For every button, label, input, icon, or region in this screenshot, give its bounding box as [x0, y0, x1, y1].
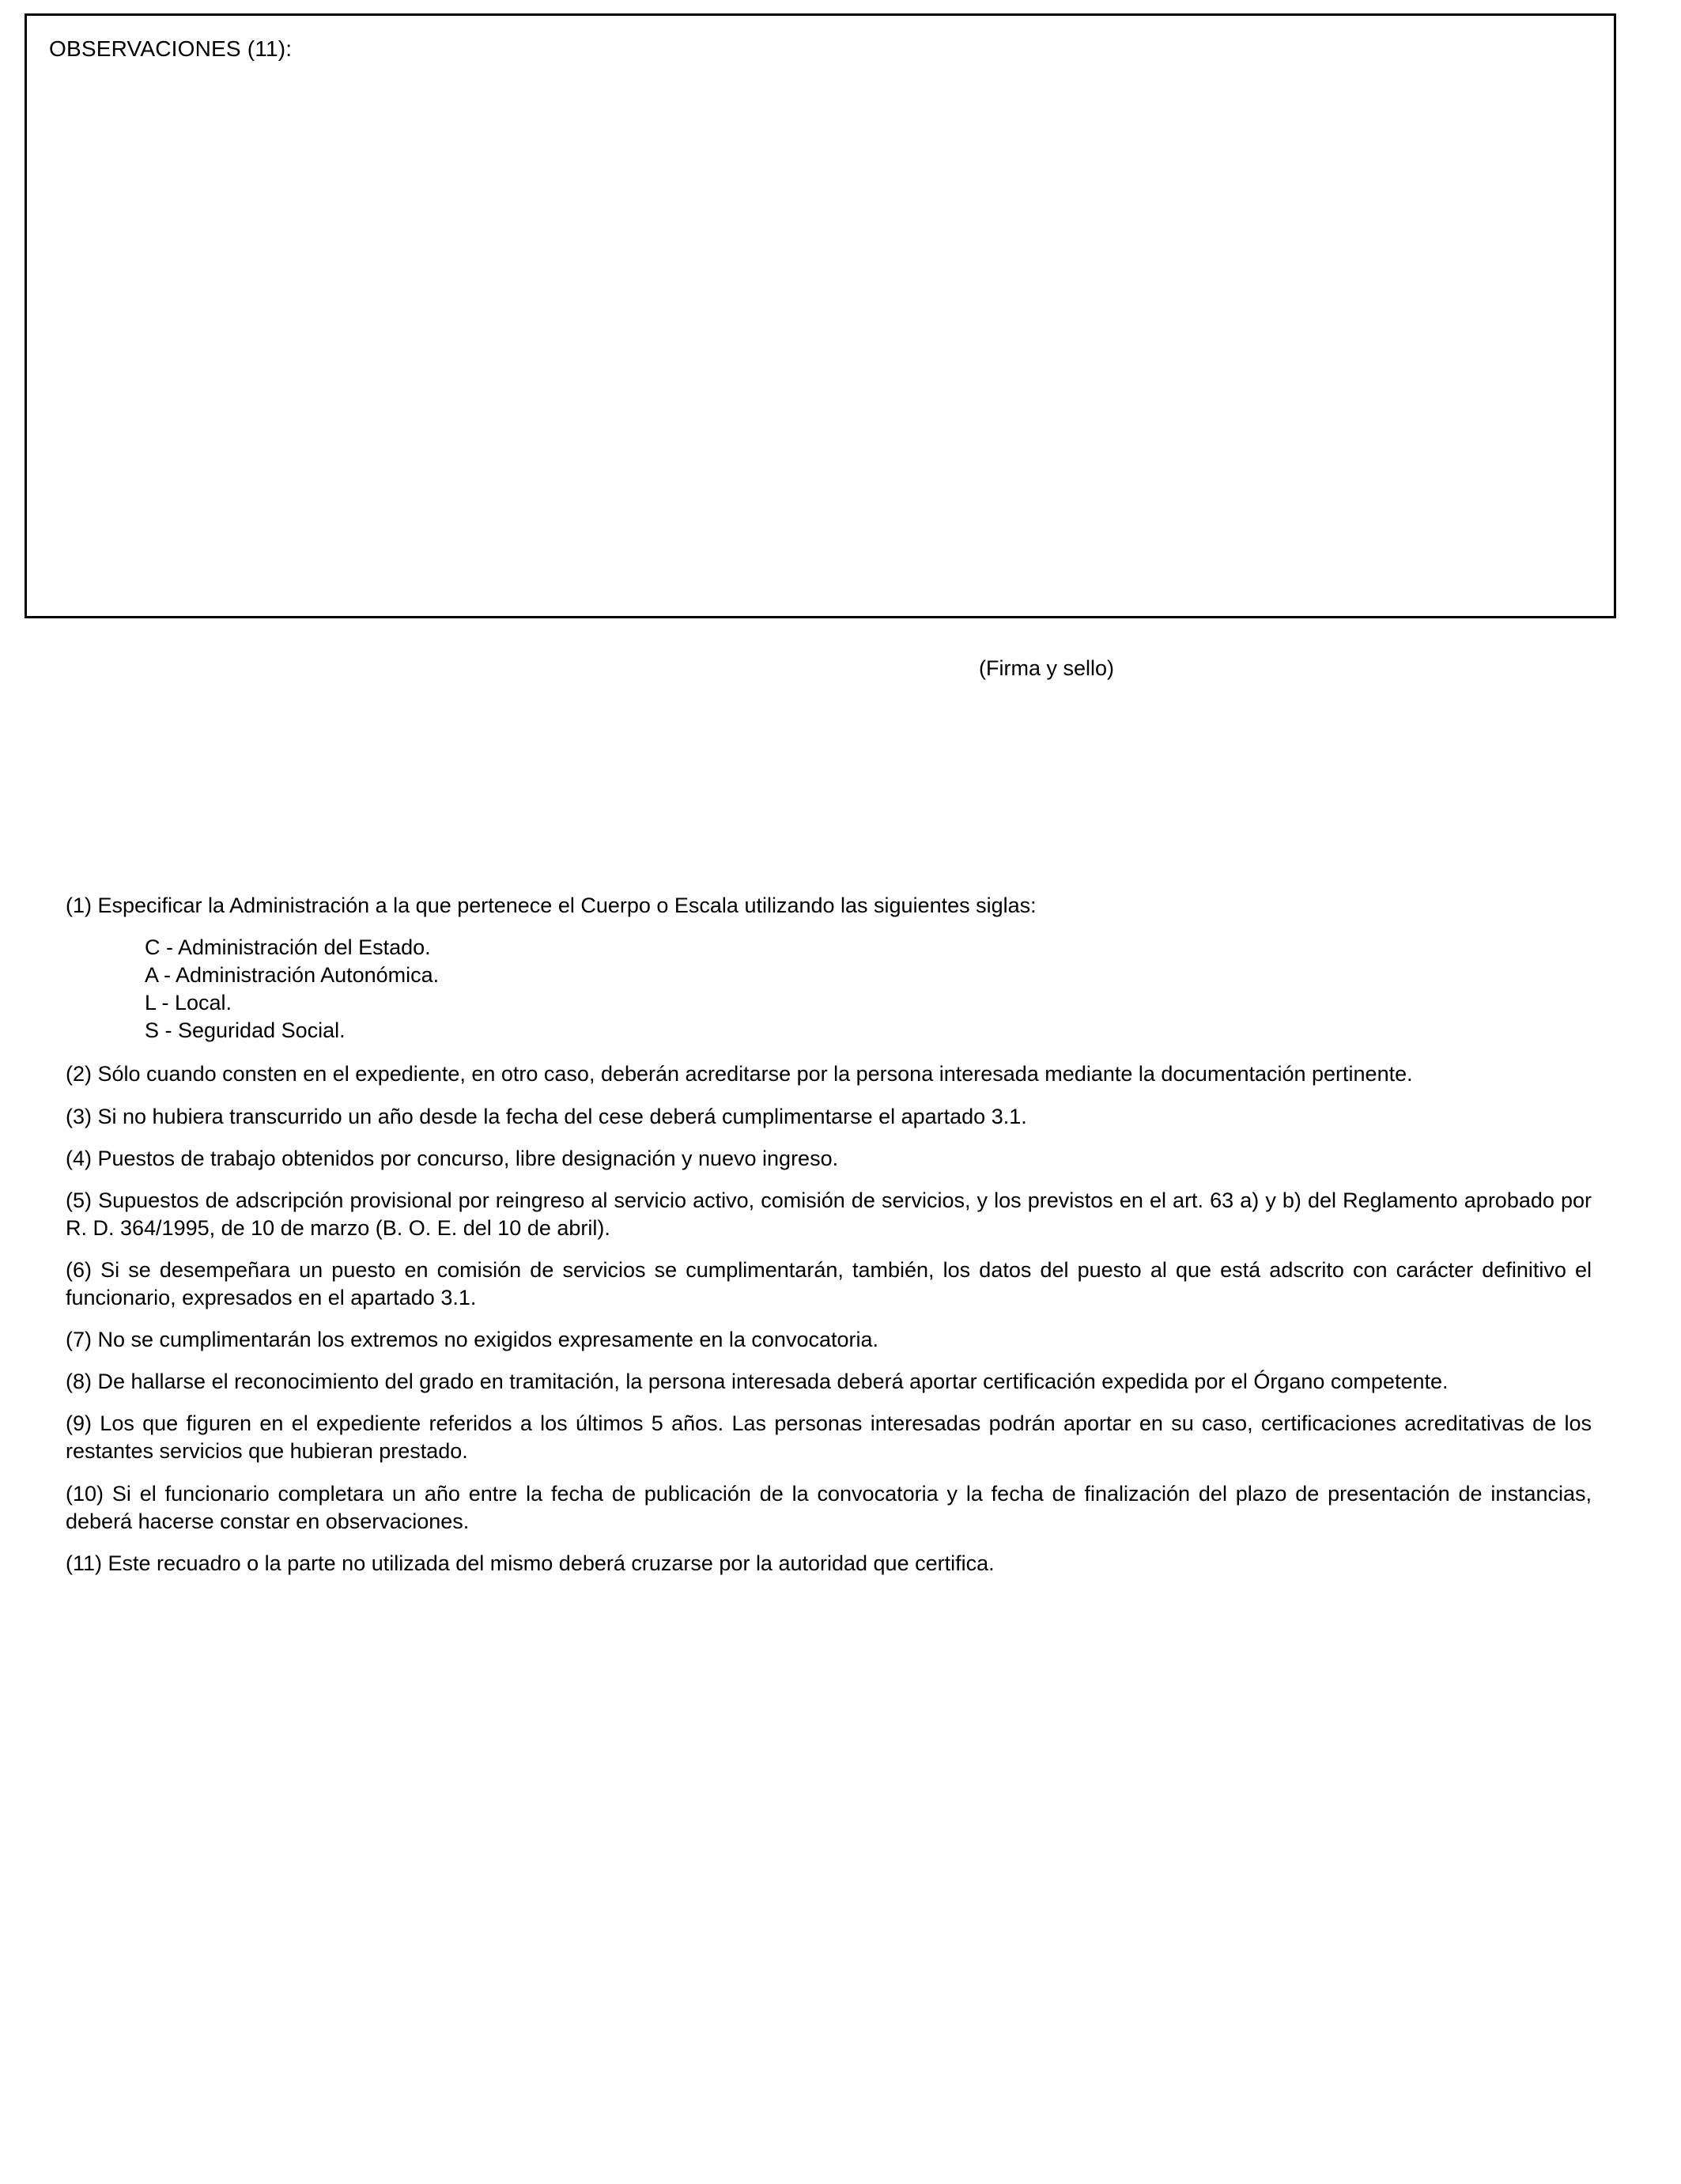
sigla-item-c: C - Administración del Estado. [145, 935, 431, 960]
footnote-6: (6) Si se desempeñara un puesto en comisión de servicios se cumplimentarán, también, los datos del puesto al que está adscrito con carácter definitivo el funcionario, expresados en el apartado 3.1. [66, 1257, 1592, 1310]
footnote-9: (9) Los que figuren en el expediente referidos a los últimos 5 años. Las personas interesadas podrán aportar en su caso, certificaciones acreditativas de los restantes servicios que hubieran prestado. [66, 1411, 1592, 1464]
observaciones-box [25, 13, 1616, 618]
signature-area [979, 656, 1114, 681]
signature-label: (Firma y sello) [979, 656, 1115, 680]
footnotes-section [66, 892, 1592, 1592]
sigla-item-s: S - Seguridad Social. [145, 1018, 346, 1043]
observaciones-label: OBSERVACIONES (11): [49, 36, 293, 61]
footnote-7: (7) No se cumplimentarán los extremos no exigidos expresamente en la convocatoria. [66, 1328, 879, 1352]
footnote-8: (8) De hallarse el reconocimiento del grado en tramitación, la persona interesada deberá aportar certificación expedida por el Órgano competente. [66, 1370, 1449, 1394]
footnote-1: (1) Especificar la Administración a la que pertenece el Cuerpo o Escala utilizando las siguientes siglas: [66, 894, 1037, 917]
footnote-5: (5) Supuestos de adscripción provisional por reingreso al servicio activo, comisión de servicios, y los previstos en el art. 63 a) y b) del Reglamento aprobado por R. D. 364/1995, de 10 de marzo (B. O. E. del 10 de abril). [66, 1188, 1592, 1240]
footnote-4: (4) Puestos de trabajo obtenidos por concurso, libre designación y nuevo ingreso. [66, 1146, 839, 1170]
sigla-item-l: L - Local. [145, 991, 232, 1015]
sigla-item-a: A - Administración Autonómica. [145, 963, 440, 988]
footnote-2: (2) Sólo cuando consten en el expediente, en otro caso, deberán acreditarse por la persona interesada mediante la documentación pertinente. [66, 1062, 1413, 1086]
footnote-11: (11) Este recuadro o la parte no utilizada del mismo deberá cruzarse por la autoridad que certifica. [66, 1551, 995, 1575]
siglas-list [66, 934, 1592, 1045]
footnote-3: (3) Si no hubiera transcurrido un año desde la fecha del cese deberá cumplimentarse el apartado 3.1. [66, 1104, 1027, 1128]
footnote-10: (10) Si el funcionario completara un año entre la fecha de publicación de la convocatoria y la fecha de finalización del plazo de presentación de instancias, deberá hacerse constar en observaciones. [66, 1481, 1592, 1533]
